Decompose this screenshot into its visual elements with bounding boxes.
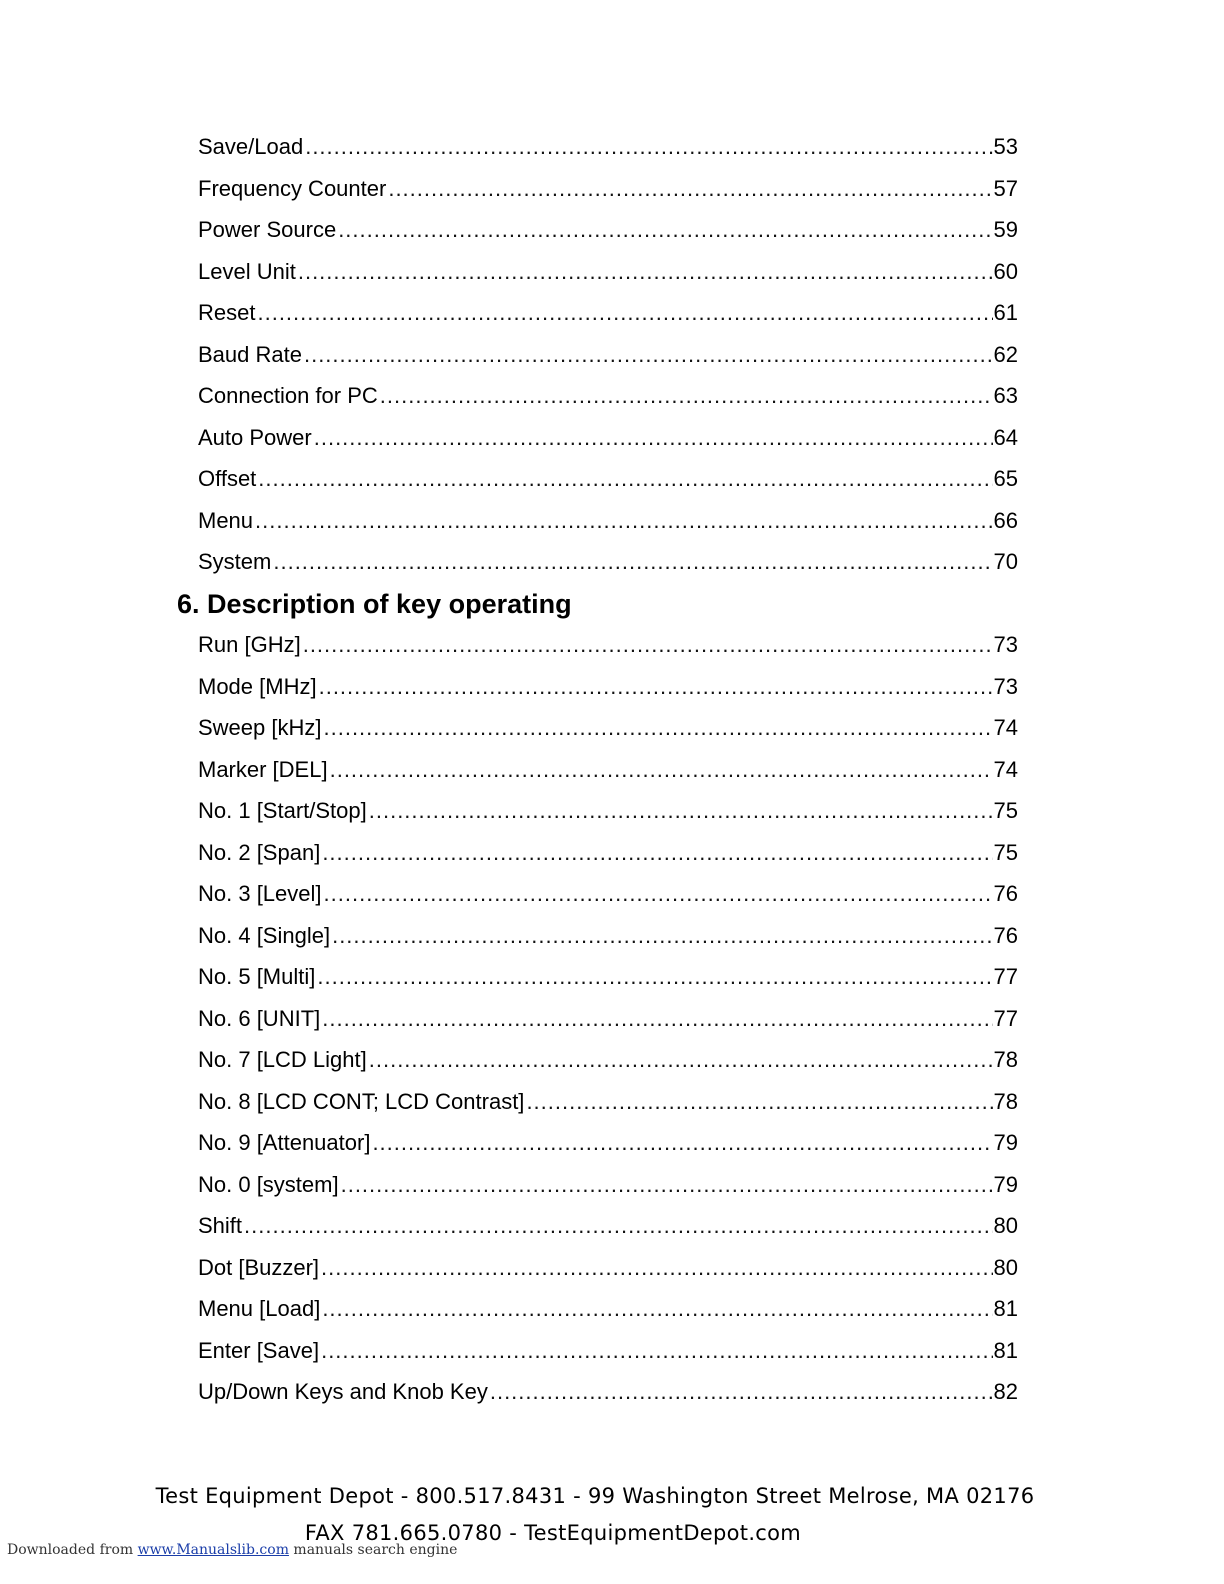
dot-leader <box>322 1004 992 1034</box>
toc-entry-title: Up/Down Keys and Knob Key <box>198 1379 488 1404</box>
toc-entry-page: 57 <box>993 176 1018 201</box>
dot-leader <box>305 132 992 162</box>
toc-entry-page: 53 <box>993 134 1018 159</box>
toc-entry[interactable] <box>198 962 1018 992</box>
toc-entry-title: Connection for PC <box>198 383 378 408</box>
dot-leader <box>322 1294 992 1324</box>
dot-leader <box>298 257 993 287</box>
toc-entry[interactable] <box>198 298 1018 328</box>
toc-entry-title: Baud Rate <box>198 342 302 367</box>
toc-entry[interactable] <box>198 381 1018 411</box>
dot-leader <box>255 506 992 536</box>
dot-leader <box>341 1170 993 1200</box>
toc-entry[interactable] <box>198 672 1018 702</box>
toc-entry-title: Reset <box>198 300 256 325</box>
toc-entry[interactable] <box>198 1294 1018 1324</box>
toc-entry-page: 77 <box>993 964 1018 989</box>
toc-entry-title: No. 4 [Single] <box>198 923 331 948</box>
toc-entry-page: 73 <box>993 632 1018 657</box>
toc-entry-page: 78 <box>993 1047 1018 1072</box>
toc-entry-title: Power Source <box>198 217 337 242</box>
dot-leader <box>324 713 993 743</box>
toc-entry[interactable] <box>198 1087 1018 1117</box>
toc-entry-page: 61 <box>993 300 1018 325</box>
dot-leader <box>244 1211 992 1241</box>
dot-leader <box>304 340 993 370</box>
toc-entry[interactable] <box>198 132 1018 162</box>
toc-entry-title: Auto Power <box>198 425 312 450</box>
toc-entry-title: No. 9 [Attenuator] <box>198 1130 371 1155</box>
toc-entry-page: 64 <box>993 425 1018 450</box>
toc-entry-page: 82 <box>993 1379 1018 1404</box>
toc-entry[interactable] <box>198 838 1018 868</box>
toc-entry-page: 73 <box>993 674 1018 699</box>
toc-entry-title: System <box>198 549 272 574</box>
toc-entry[interactable] <box>198 464 1018 494</box>
toc-entry-page: 76 <box>993 881 1018 906</box>
toc-entry-page: 80 <box>993 1213 1018 1238</box>
section-heading: 6. Description of key operating <box>177 589 572 619</box>
toc-entry-title: Menu <box>198 508 254 533</box>
toc-entry[interactable] <box>198 1211 1018 1241</box>
toc-entry[interactable] <box>198 257 1018 287</box>
dot-leader <box>273 547 992 577</box>
toc-entry-page: 77 <box>993 1006 1018 1031</box>
toc-entry[interactable] <box>198 340 1018 370</box>
toc-entry-page: 81 <box>993 1296 1018 1321</box>
footer-address: Test Equipment Depot - 800.517.8431 - 99 Washington Street Melrose, MA 02176 <box>155 1484 1035 1508</box>
toc-entry[interactable] <box>198 506 1018 536</box>
dot-leader <box>257 298 992 328</box>
dot-leader <box>317 962 992 992</box>
download-prefix: Downloaded from <box>7 1542 138 1558</box>
toc-entry-title: Level Unit <box>198 259 296 284</box>
toc-entry-page: 74 <box>993 757 1018 782</box>
toc-entry-title: No. 5 [Multi] <box>198 964 316 989</box>
toc-entry[interactable] <box>198 1377 1018 1407</box>
toc-entry-page: 62 <box>993 342 1018 367</box>
toc-entry-title: Mode [MHz] <box>198 674 317 699</box>
dot-leader <box>490 1377 993 1407</box>
dot-leader <box>314 423 993 453</box>
dot-leader <box>303 630 993 660</box>
dot-leader <box>324 879 993 909</box>
dot-leader <box>330 755 993 785</box>
toc-entry-page: 60 <box>993 259 1018 284</box>
toc-entry-title: No. 1 [Start/Stop] <box>198 798 367 823</box>
dot-leader <box>322 838 992 868</box>
toc-entry[interactable] <box>198 547 1018 577</box>
dot-leader <box>380 381 993 411</box>
toc-entry-title: No. 3 [Level] <box>198 881 322 906</box>
dot-leader <box>338 215 992 245</box>
toc-entry-page: 75 <box>993 840 1018 865</box>
toc-entry[interactable] <box>198 1253 1018 1283</box>
toc-entry-title: No. 0 [system] <box>198 1172 339 1197</box>
toc-entry[interactable] <box>198 1004 1018 1034</box>
toc-entry[interactable] <box>198 630 1018 660</box>
toc-entry[interactable] <box>198 1045 1018 1075</box>
toc-entry[interactable] <box>198 423 1018 453</box>
toc-entry-title: Frequency Counter <box>198 176 387 201</box>
toc-entry-title: Dot [Buzzer] <box>198 1255 320 1280</box>
download-suffix: manuals search engine <box>288 1542 458 1558</box>
toc-entry[interactable] <box>198 174 1018 204</box>
toc-entry[interactable] <box>198 1128 1018 1158</box>
toc-entry-page: 75 <box>993 798 1018 823</box>
dot-leader <box>388 174 992 204</box>
toc-entry-title: Shift <box>198 1213 243 1238</box>
dot-leader <box>332 921 992 951</box>
toc-entry-page: 63 <box>993 383 1018 408</box>
toc-entry[interactable] <box>198 755 1018 785</box>
toc-entry-title: No. 7 [LCD Light] <box>198 1047 367 1072</box>
dot-leader <box>526 1087 992 1117</box>
dot-leader <box>319 672 993 702</box>
toc-entry-page: 66 <box>993 508 1018 533</box>
dot-leader <box>369 1045 993 1075</box>
toc-entry-page: 79 <box>993 1172 1018 1197</box>
toc-entry-page: 80 <box>993 1255 1018 1280</box>
toc-entry-title: No. 6 [UNIT] <box>198 1006 321 1031</box>
toc-entry-page: 79 <box>993 1130 1018 1155</box>
toc-entry[interactable] <box>198 796 1018 826</box>
toc-entry-title: Sweep [kHz] <box>198 715 322 740</box>
toc-entry-title: Marker [DEL] <box>198 757 328 782</box>
toc-entry[interactable] <box>198 1170 1018 1200</box>
toc-entry[interactable] <box>198 879 1018 909</box>
toc-entry-page: 70 <box>993 549 1018 574</box>
toc-entry-page: 74 <box>993 715 1018 740</box>
toc-entry-page: 65 <box>993 466 1018 491</box>
dot-leader <box>258 464 992 494</box>
toc-entry-title: Offset <box>198 466 257 491</box>
dot-leader <box>369 796 993 826</box>
toc-entry-title: No. 2 [Span] <box>198 840 321 865</box>
manualslib-link[interactable]: www.Manualslib.com <box>137 1542 289 1558</box>
toc-entry[interactable] <box>198 1336 1018 1366</box>
toc-entry[interactable] <box>198 215 1018 245</box>
toc-entry-title: Menu [Load] <box>198 1296 321 1321</box>
toc-entry-title: Enter [Save] <box>198 1338 320 1363</box>
toc-entry-page: 76 <box>993 923 1018 948</box>
toc-entry-page: 78 <box>993 1089 1018 1114</box>
toc-entry-page: 81 <box>993 1338 1018 1363</box>
toc-entry-page: 59 <box>993 217 1018 242</box>
toc-entry-title: Run [GHz] <box>198 632 301 657</box>
toc-entry[interactable] <box>198 921 1018 951</box>
footer-fax-web: FAX 781.665.0780 - TestEquipmentDepot.com <box>304 1521 802 1545</box>
toc-entry-title: Save/Load <box>198 134 304 159</box>
dot-leader <box>321 1336 992 1366</box>
download-notice <box>7 1542 457 1558</box>
toc-entry[interactable] <box>198 713 1018 743</box>
dot-leader <box>321 1253 992 1283</box>
toc-entry-title: No. 8 [LCD CONT; LCD Contrast] <box>198 1089 525 1114</box>
dot-leader <box>372 1128 992 1158</box>
